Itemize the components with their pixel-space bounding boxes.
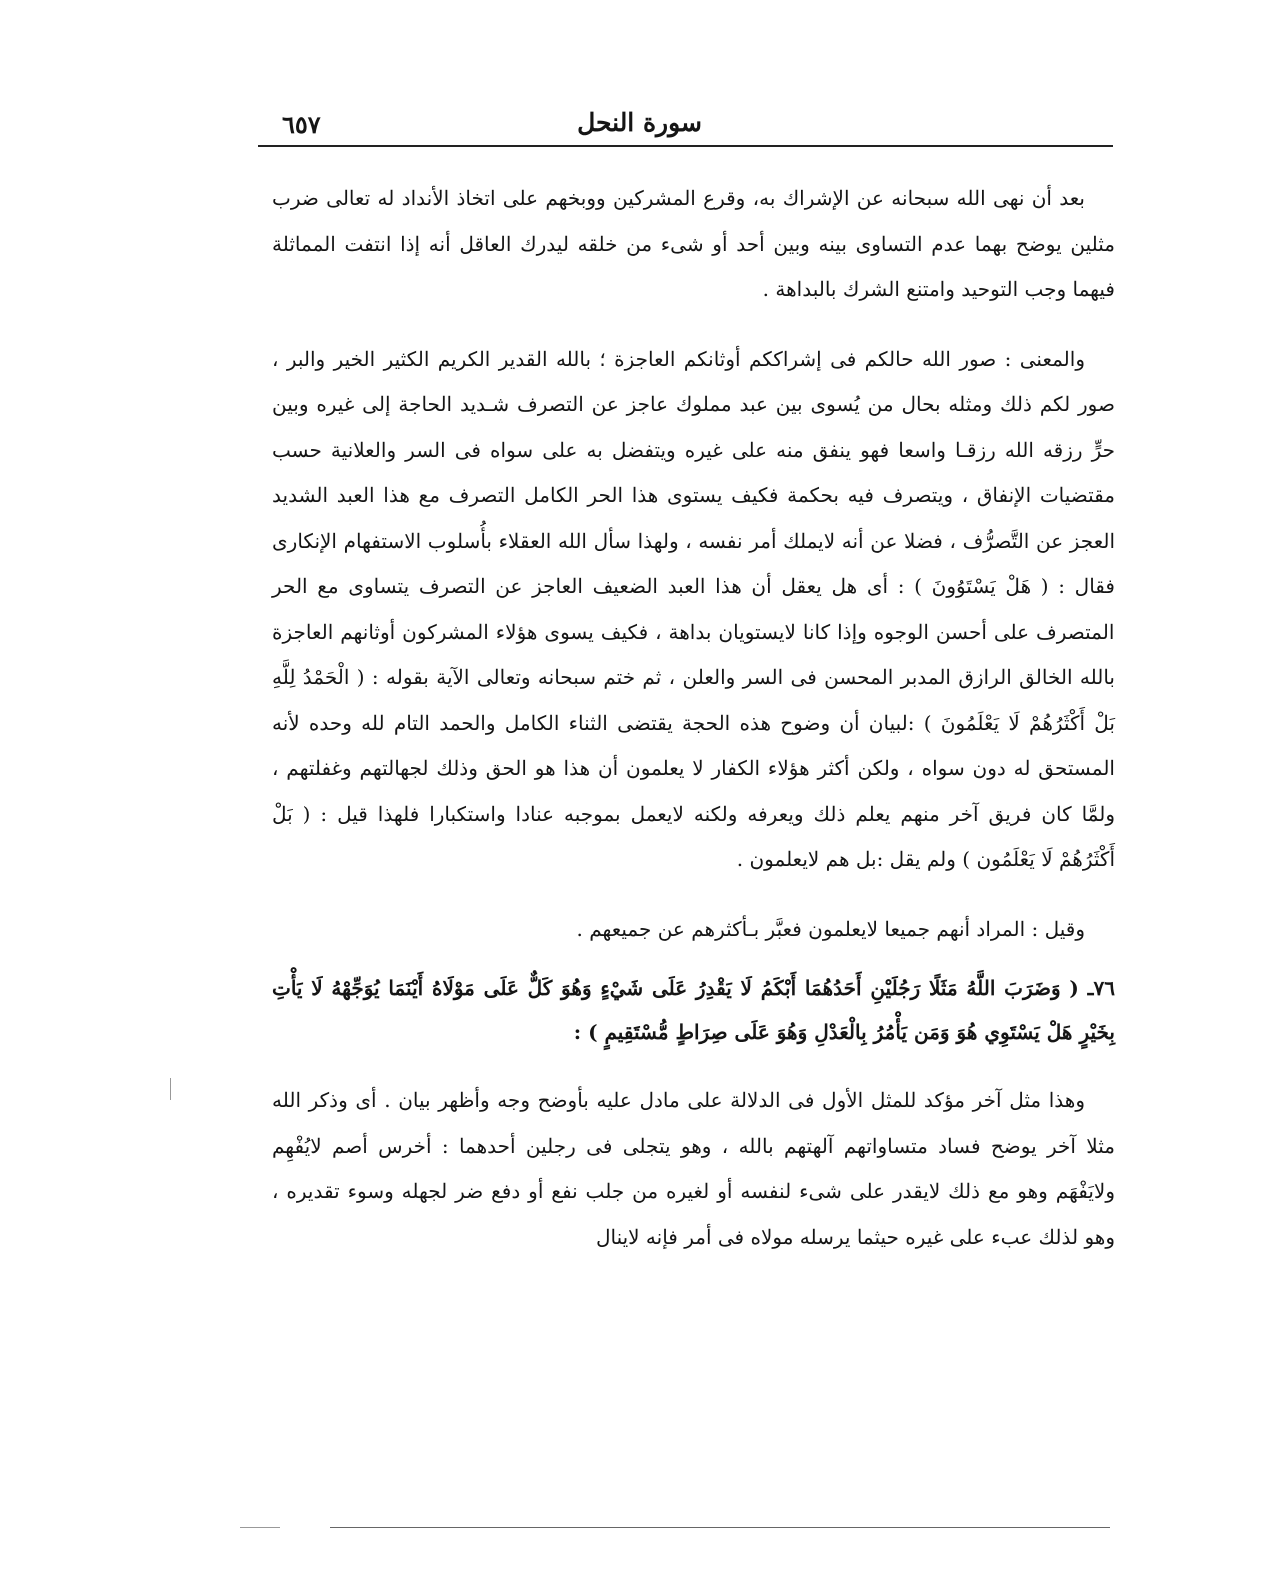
header-rule xyxy=(258,145,1113,147)
page-number: ٦٥٧ xyxy=(282,110,321,139)
text-line: على أحسن الوجوه وإذا كانا لايستويان بداهة ، فكيف يسوى هؤلاء المشركون أوثانهم العاجزة xyxy=(272,619,1030,644)
text-line: بالله الخالق الرازق المدبر المحسن فى السر والعلن ، ثم ختم سبحانه وتعالى الآية بقوله : xyxy=(364,665,1115,689)
text-line: هو الحق وذلك لجهالتهم وغفلتهم ، ولمَّا كان فريق آخر منهم يعلم ذلك ويعرفه ولكنه xyxy=(272,756,1115,826)
text-line: شـديد الحاجة إلى غيره وبين حرٍّ رزقه الله رزقـا واسعا فهو ينفق منه على غيره xyxy=(272,392,1115,462)
text-line: ( هَلْ يَسْتَوُونَ ) : أى هل يعقل أن هذا العبد الضعيف العاجز عن التصرف يتساوى مع الحر المتصرف xyxy=(272,574,1115,644)
text-line: بعد أن نهى الله سبحانه عن الإشراك به، وقرع المشركين ووبخهم على اتخاذ الأنداد xyxy=(394,186,1085,210)
text-line: الخير والبر ، صور لكم ذلك ومثله بحال من يُسوى بين عبد مملوك عاجز عن التصرف xyxy=(272,346,1115,416)
text-line: له تعالى ضرب مثلين يوضح بهما عدم التساوى بينه وبين أحد أو شىء من خلقه ليدرك xyxy=(272,186,1115,256)
text-line: ويتفضل به على سواه فى السر والعلانية حسب مقتضيات الإنفاق ، ويتصرف فيه بحكمة xyxy=(272,437,1115,507)
paragraph-meaning xyxy=(272,337,1115,883)
quran-verse-76 xyxy=(272,966,1115,1054)
verse-line: أَيْنَمَا يُوَجِّهْهُ لَا يَأْتِ بِخَيْرٍ هَلْ يَسْتَوِي هُوَ وَمَن يَأْمُرُ بِالْعَدْلِ وَهُوَ عَلَى صِرَاطٍ مُّسْتَقِيمٍ ) : xyxy=(272,976,1115,1044)
text-line: لايعمل بموجبه عنادا واستكبارا فلهذا قيل : ( بَلْ أَكْثَرُهُمْ لَا يَعْلَمُون ) ولم يقل :بل هم لايعلمون . xyxy=(272,801,1115,871)
text-line: أى وذكر الله مثلا آخر يوضح فساد متساواتهم آلهتهم بالله ، وهو يتجلى فى رجلين أحدهما : xyxy=(272,1088,1115,1158)
text-line: أخرس أصم لايُفْهِم ولايَفْهَم وهو مع ذلك لايقدر على شىء لنفسه أو لغيره من جلب نفع أو دفع xyxy=(272,1133,1115,1203)
text-line: وقيل : المراد أنهم جميعا لايعلمون فعبَّر بـأكثرهم عن جميعهم . xyxy=(576,916,1085,941)
text-line: أنه لايملك أمر نفسه ، ولهذا سأل الله العقلاء بأُسلوب الاستفهام الإنكارى فقال : xyxy=(272,528,1115,598)
page-body xyxy=(272,176,1115,1260)
paragraph-closing xyxy=(272,1078,1115,1260)
text-line: ضر لجهله وسوء تقديره ، وهو لذلك عبء على غيره حيثما يرسله مولاه فى أمر فإنه لاينال xyxy=(272,1179,1115,1249)
verse-line: ٧٦ـ ( وَضَرَبَ اللَّهُ مَثَلًا رَجُلَيْنِ أَحَدُهُمَا أَبْكَمُ لَا يَقْدِرُ عَلَى شَيْءٍ وَهُوَ كَلٌّ عَلَى مَوْلَاهُ xyxy=(423,976,1115,1000)
text-line: التام لله وحده لأنه المستحق له دون سواه ، ولكن أكثر هؤلاء الكفار لا يعلمون أن هذا xyxy=(272,710,1115,780)
paragraph-alt-view xyxy=(272,907,1115,953)
surah-title: سورة النحل xyxy=(577,108,702,137)
text-line: العاقل أنه إذا انتفت المماثلة فيهما وجب التوحيد وامتنع الشرك بالبداهة . xyxy=(272,231,1115,301)
text-line: وهذا مثل آخر مؤكد للمثل الأول فى الدلالة على مادل عليه بأوضح وجه وأظهر بيان . xyxy=(376,1088,1086,1112)
scan-mark xyxy=(240,1527,280,1528)
text-line: فكيف يستوى هذا الحر الكامل التصرف مع هذا العبد الشديد العجز عن التَّصرُّف ، فضلا عن xyxy=(272,483,1116,553)
scan-mark xyxy=(170,1078,171,1100)
text-line: ( الْحَمْدُ لِلَّهِ بَلْ أَكْثَرُهُمْ لَا يَعْلَمُونَ ) :لبيان أن وضوح هذه الحجة يقتضى الثناء الكامل والحمد xyxy=(272,665,1115,735)
text-line: والمعنى : صور الله حالكم فى إشراككم أوثانكم العاجزة ؛ بالله القدير الكريم الكثير xyxy=(375,346,1085,371)
bottom-scan-rule xyxy=(330,1527,1110,1528)
paragraph-intro xyxy=(272,176,1115,313)
page-header xyxy=(262,100,1112,146)
